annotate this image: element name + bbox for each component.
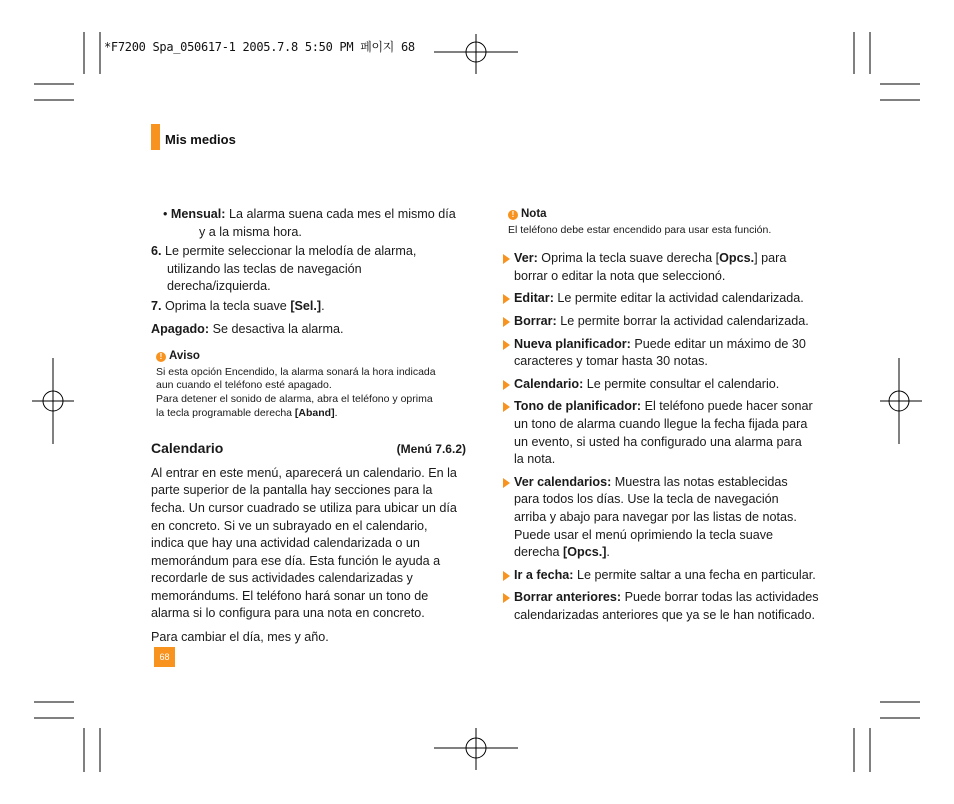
triangle-bullet-icon (503, 402, 510, 412)
item-text: Le permite saltar a una fecha en particular. (573, 567, 816, 582)
aviso-heading (156, 348, 466, 366)
item-text: El teléfono puede hacer sonar (641, 399, 813, 414)
triangle-bullet-icon (503, 571, 510, 581)
list-item-calendario (503, 376, 823, 394)
cal-line: indica que hay una actividad calendarizada o un (151, 536, 420, 551)
warning-icon: ! (156, 352, 166, 362)
nota-text: El teléfono debe estar encendido para usar esta función. (508, 223, 772, 236)
cal-line: en concreto. Si ve un subrayado en el calendario, (151, 518, 428, 533)
aviso-line-2: aun cuando el teléfono esté apagado. (156, 379, 332, 392)
item-text: un evento, si usted ha configurado una alarma para (514, 434, 802, 449)
item-text: Le permite editar la actividad calendarizada. (553, 291, 804, 306)
list-item-editar (503, 290, 823, 308)
item-label: Nueva planificador: (514, 336, 631, 351)
item-text: . (606, 545, 610, 560)
item-label: Ver: (514, 251, 538, 266)
step-7-num: 7. (151, 298, 162, 313)
item-text: Muestra las notas establecidas (611, 474, 788, 489)
page-number-badge: 68 (154, 647, 175, 667)
triangle-bullet-icon (503, 254, 510, 264)
aviso-line-1: Si esta opción Encendido, la alarma sonará la hora indicada (156, 365, 436, 378)
nota-box (503, 206, 823, 237)
aviso-box (151, 348, 466, 420)
option-list (503, 250, 823, 624)
list-item-ver (503, 250, 823, 285)
step-6-text-3: derecha/izquierda. (167, 279, 271, 294)
step-7-text: Oprima la tecla suave (161, 298, 291, 313)
item-text: Puede borrar todas las actividades (621, 590, 819, 605)
item-key: [Opcs.] (563, 545, 607, 560)
calendario-menu-number: (Menú 7.6.2) (396, 442, 466, 457)
aviso-key: [Aband] (294, 406, 335, 419)
right-column (503, 206, 823, 624)
item-text: borrar o editar la nota que seleccionó. (514, 268, 726, 283)
left-column (151, 206, 466, 647)
calendario-paragraph (151, 465, 466, 623)
item-text: calendarizadas anteriores que ya se le han notificado. (514, 607, 816, 622)
mensual-label: Mensual: (170, 207, 226, 221)
cal-line: recordarle de sus actividades calendarizadas y (151, 571, 413, 586)
item-text: la nota. (514, 452, 556, 467)
step-6-num: 6. (151, 244, 162, 259)
aviso-line-4 (156, 407, 466, 421)
list-item-tono-planificador (503, 398, 823, 468)
cal-line: fecha. Un cursor cuadrado se utiliza para ubicar un día (151, 500, 457, 515)
cal-line: memorándums. El teléfono hará sonar un tono de (151, 588, 429, 603)
item-key: Opcs. (719, 251, 755, 266)
item-label: Borrar: (514, 313, 557, 328)
item-text: Le permite borrar la actividad calendarizada. (556, 313, 809, 328)
triangle-bullet-icon (503, 294, 510, 304)
mensual-item: • Mensual: La alarma suena cada mes el mismo día (163, 207, 456, 221)
item-text: derecha (514, 545, 564, 560)
aviso-line-3: Para detener el sonido de alarma, abra el teléfono y oprima (156, 392, 433, 405)
apagado-item (151, 321, 466, 339)
triangle-bullet-icon (503, 593, 510, 603)
item-text: Puede editar un máximo de 30 (630, 336, 806, 351)
triangle-bullet-icon (503, 478, 510, 488)
item-label: Editar: (514, 291, 554, 306)
step-7 (151, 298, 466, 316)
step-6 (151, 243, 466, 261)
cal-line: alarma si lo configura para una nota en concreto. (151, 606, 425, 621)
list-item-borrar-anteriores (503, 589, 823, 624)
triangle-bullet-icon (503, 317, 510, 327)
calendario-title: Calendario (151, 440, 224, 457)
cal-line: parte superior de la pantalla hay secciones para la (151, 483, 433, 498)
list-item-ver-calendarios (503, 474, 823, 562)
triangle-bullet-icon (503, 380, 510, 390)
item-text: arriba y abajo para navegar por las listas de notas. (514, 509, 797, 524)
item-label: Ir a fecha: (514, 567, 574, 582)
item-text: Oprima la tecla suave derecha [ (537, 251, 720, 266)
aviso-end: . (334, 406, 338, 419)
aviso-title: Aviso (169, 350, 200, 363)
triangle-bullet-icon (503, 340, 510, 350)
list-item-nueva-planificador (503, 336, 823, 371)
item-label: Borrar anteriores: (514, 590, 622, 605)
list-item-ir-a-fecha (503, 567, 823, 585)
step-7-end: . (321, 298, 325, 313)
list-item-borrar (503, 313, 823, 331)
item-label: Calendario: (514, 376, 584, 391)
item-text: ] para (754, 251, 787, 266)
apagado-label: Apagado: (151, 321, 210, 336)
aviso-line-4-text: la tecla programable derecha (156, 406, 295, 419)
item-label: Tono de planificador: (514, 399, 642, 414)
cal-line: Al entrar en este menú, aparecerá un calendario. En la (151, 465, 457, 480)
apagado-text: Se desactiva la alarma. (209, 321, 344, 336)
mensual-text-2: y a la misma hora. (199, 224, 302, 239)
step-6-text: Le permite seleccionar la melodía de alarma, (161, 244, 417, 259)
section-marker (151, 124, 160, 150)
section-title: Mis medios (165, 132, 236, 147)
step-6-text-2: utilizando las teclas de navegación (167, 261, 362, 276)
item-text: un tono de alarma cuando llegue la fecha fijada para (514, 416, 808, 431)
item-text: caracteres y tomar hasta 30 notas. (514, 354, 708, 369)
item-label: Ver calendarios: (514, 474, 612, 489)
item-text: Puede usar el menú oprimiendo la tecla suave (514, 527, 774, 542)
item-text: Le permite consultar el calendario. (583, 376, 780, 391)
step-7-key: [Sel.] (290, 298, 322, 313)
calendario-heading (151, 440, 466, 459)
cal-line: memorándum para ese día. Esta función le ayuda a (151, 553, 441, 568)
mensual-text: La alarma suena cada mes el mismo día (225, 207, 456, 221)
warning-icon: ! (508, 210, 518, 220)
calendario-paragraph-2: Para cambiar el día, mes y año. (151, 630, 329, 645)
nota-title: Nota (521, 208, 547, 220)
print-header: *F7200 Spa_050617-1 2005.7.8 5:50 PM 페이지 68 (104, 40, 415, 54)
item-text: para todos los días. Use la tecla de navegación (514, 492, 779, 507)
nota-heading (508, 206, 823, 224)
